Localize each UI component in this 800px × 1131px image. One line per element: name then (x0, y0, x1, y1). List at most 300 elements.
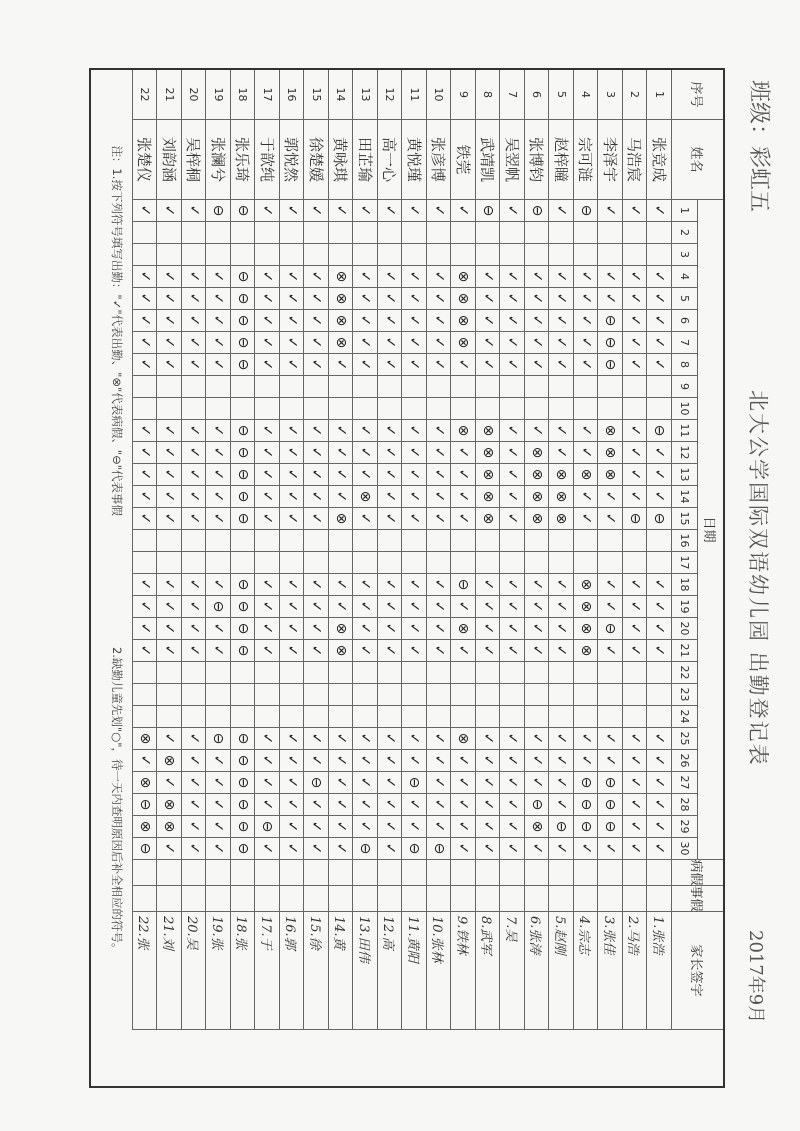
attendance-mark: ✓ (549, 794, 574, 816)
attendance-mark (279, 662, 304, 684)
attendance-mark: ✓ (181, 772, 206, 794)
attendance-mark: ✓ (279, 640, 304, 662)
attendance-mark (328, 222, 353, 244)
parent-signature: 9.铁林 (451, 912, 476, 1030)
row-number: 17 (255, 70, 280, 120)
attendance-mark: ✓ (573, 266, 598, 288)
attendance-mark: ✓ (377, 816, 402, 838)
row-number: 21 (157, 70, 182, 120)
attendance-mark (353, 662, 378, 684)
attendance-mark: ✓ (255, 354, 280, 376)
attendance-mark (206, 706, 231, 728)
attendance-mark (181, 376, 206, 398)
attendance-mark: ✓ (647, 838, 672, 860)
attendance-mark (500, 706, 525, 728)
attendance-mark: ✓ (279, 266, 304, 288)
attendance-mark: ⊖ (230, 420, 255, 442)
attendance-mark (279, 398, 304, 420)
attendance-mark: ✓ (647, 354, 672, 376)
attendance-mark: ⊖ (475, 200, 500, 222)
day-header: 30 (671, 838, 697, 860)
attendance-mark: ✓ (647, 310, 672, 332)
attendance-mark (573, 706, 598, 728)
header-date: 日期 (697, 200, 723, 860)
attendance-mark (549, 530, 574, 552)
attendance-mark: ✓ (377, 618, 402, 640)
attendance-mark: ⊖ (230, 772, 255, 794)
student-name: 吴梓桐 (181, 120, 206, 200)
header-name: 姓名 (671, 120, 723, 200)
attendance-mark: ✓ (304, 486, 329, 508)
attendance-mark: ✓ (377, 266, 402, 288)
attendance-mark (328, 530, 353, 552)
attendance-mark: ✓ (181, 464, 206, 486)
attendance-mark (353, 552, 378, 574)
attendance-mark (500, 222, 525, 244)
attendance-mark: ✓ (426, 574, 451, 596)
attendance-mark: ⊖ (230, 728, 255, 750)
attendance-mark: ✓ (255, 574, 280, 596)
attendance-mark: ✓ (475, 332, 500, 354)
attendance-mark (304, 684, 329, 706)
attendance-mark: ✓ (500, 200, 525, 222)
attendance-mark: ✓ (500, 332, 525, 354)
attendance-mark (500, 684, 525, 706)
attendance-mark: ✓ (524, 310, 549, 332)
attendance-mark: ✓ (402, 728, 427, 750)
attendance-mark: ✓ (426, 464, 451, 486)
attendance-mark: ⊗ (328, 618, 353, 640)
attendance-mark (328, 552, 353, 574)
row-number: 10 (426, 70, 451, 120)
attendance-mark: ✓ (304, 332, 329, 354)
attendance-mark (573, 530, 598, 552)
attendance-mark: ✓ (500, 288, 525, 310)
attendance-mark: ⊗ (451, 420, 476, 442)
attendance-mark: ✓ (377, 200, 402, 222)
attendance-mark: ✓ (377, 750, 402, 772)
attendance-mark: ✓ (304, 794, 329, 816)
student-name: 于歆纯 (255, 120, 280, 200)
attendance-mark (304, 244, 329, 266)
attendance-mark (206, 684, 231, 706)
attendance-mark: ✓ (181, 266, 206, 288)
attendance-mark: ✓ (647, 618, 672, 640)
attendance-mark: ✓ (402, 618, 427, 640)
attendance-mark: ✓ (524, 420, 549, 442)
attendance-mark: ✓ (426, 486, 451, 508)
attendance-mark: ✓ (475, 596, 500, 618)
attendance-mark (304, 376, 329, 398)
attendance-mark (255, 530, 280, 552)
attendance-mark: ✓ (181, 310, 206, 332)
attendance-mark: ✓ (500, 640, 525, 662)
attendance-mark (524, 684, 549, 706)
attendance-mark: ✓ (573, 838, 598, 860)
attendance-mark (132, 398, 157, 420)
attendance-mark: ✓ (206, 486, 231, 508)
attendance-mark: ⊗ (524, 486, 549, 508)
attendance-mark: ⊗ (475, 486, 500, 508)
student-name: 张竞成 (647, 120, 672, 200)
attendance-mark: ✓ (524, 288, 549, 310)
attendance-table (89, 68, 725, 1088)
attendance-mark (500, 398, 525, 420)
attendance-mark (426, 376, 451, 398)
attendance-mark: ✓ (647, 288, 672, 310)
attendance-mark: ⊖ (451, 574, 476, 596)
attendance-mark (402, 662, 427, 684)
personal-leave-count (181, 886, 206, 912)
attendance-mark: ✓ (181, 618, 206, 640)
attendance-mark: ⊗ (549, 464, 574, 486)
attendance-mark: ✓ (157, 728, 182, 750)
attendance-mark (353, 706, 378, 728)
parent-signature: 11.黄阳 (402, 912, 427, 1030)
attendance-mark: ✓ (573, 442, 598, 464)
personal-leave-count (206, 886, 231, 912)
attendance-mark: ✓ (157, 332, 182, 354)
attendance-mark: ✓ (500, 508, 525, 530)
attendance-mark (132, 552, 157, 574)
attendance-mark: ✓ (573, 332, 598, 354)
attendance-mark: ✓ (426, 772, 451, 794)
attendance-mark: ⊖ (304, 772, 329, 794)
row-number: 16 (279, 70, 304, 120)
attendance-mark: ⊗ (328, 332, 353, 354)
row-number: 9 (451, 70, 476, 120)
attendance-mark: ✓ (647, 486, 672, 508)
attendance-mark: ✓ (132, 508, 157, 530)
attendance-mark (647, 244, 672, 266)
attendance-mark: ✓ (279, 442, 304, 464)
attendance-mark: ✓ (475, 838, 500, 860)
parent-signature: 19.张 (206, 912, 231, 1030)
student-name: 黄悦瑾 (402, 120, 427, 200)
attendance-mark (328, 684, 353, 706)
attendance-mark: ✓ (328, 816, 353, 838)
attendance-mark (181, 244, 206, 266)
attendance-mark: ✓ (132, 596, 157, 618)
attendance-mark: ⊗ (451, 618, 476, 640)
attendance-mark (377, 706, 402, 728)
attendance-mark: ✓ (304, 508, 329, 530)
row-number: 1 (647, 70, 672, 120)
attendance-mark: ✓ (157, 354, 182, 376)
parent-signature: 13.田伟 (353, 912, 378, 1030)
attendance-mark: ✓ (353, 618, 378, 640)
attendance-mark (524, 244, 549, 266)
attendance-mark (132, 684, 157, 706)
attendance-mark (451, 398, 476, 420)
personal-leave-count (647, 886, 672, 912)
attendance-mark: ✓ (157, 508, 182, 530)
attendance-mark: ✓ (279, 772, 304, 794)
attendance-mark: ⊖ (230, 332, 255, 354)
attendance-mark (573, 376, 598, 398)
attendance-mark: ✓ (549, 310, 574, 332)
attendance-mark: ✓ (549, 420, 574, 442)
attendance-mark: ✓ (402, 200, 427, 222)
attendance-mark (598, 222, 623, 244)
parent-signature: 18.张 (230, 912, 255, 1030)
attendance-mark: ✓ (377, 596, 402, 618)
attendance-mark: ⊖ (230, 794, 255, 816)
attendance-mark: ✓ (206, 310, 231, 332)
attendance-mark: ⊗ (328, 640, 353, 662)
attendance-mark: ✓ (304, 200, 329, 222)
student-name: 吴翌帆 (500, 120, 525, 200)
attendance-mark: ✓ (549, 574, 574, 596)
attendance-mark (181, 706, 206, 728)
student-name: 徐楚媛 (304, 120, 329, 200)
attendance-mark: ✓ (157, 464, 182, 486)
attendance-mark: ✓ (132, 200, 157, 222)
attendance-mark (304, 398, 329, 420)
attendance-mark: ⊖ (206, 728, 231, 750)
attendance-mark: ✓ (524, 332, 549, 354)
attendance-mark: ✓ (377, 794, 402, 816)
attendance-mark: ✓ (255, 200, 280, 222)
attendance-mark: ✓ (377, 288, 402, 310)
attendance-mark (500, 530, 525, 552)
attendance-mark: ✓ (500, 442, 525, 464)
attendance-mark: ✓ (451, 442, 476, 464)
attendance-mark: ✓ (475, 640, 500, 662)
attendance-mark: ✓ (304, 838, 329, 860)
attendance-mark: ✓ (402, 266, 427, 288)
attendance-mark: ✓ (353, 640, 378, 662)
attendance-mark: ✓ (279, 200, 304, 222)
attendance-mark (451, 706, 476, 728)
attendance-mark (647, 706, 672, 728)
attendance-mark: ✓ (279, 596, 304, 618)
attendance-mark: ✓ (426, 750, 451, 772)
day-header: 3 (671, 244, 697, 266)
attendance-mark (132, 244, 157, 266)
attendance-mark: ✓ (500, 354, 525, 376)
attendance-mark: ✓ (402, 486, 427, 508)
attendance-mark (255, 376, 280, 398)
attendance-mark: ✓ (181, 288, 206, 310)
attendance-mark: ⊖ (647, 508, 672, 530)
attendance-mark: ⊗ (451, 266, 476, 288)
attendance-mark (157, 244, 182, 266)
attendance-mark (279, 244, 304, 266)
attendance-mark: ⊗ (524, 464, 549, 486)
sick-leave-count (304, 860, 329, 886)
attendance-mark: ✓ (549, 838, 574, 860)
student-name: 宗可涟 (573, 120, 598, 200)
attendance-mark (181, 684, 206, 706)
attendance-mark: ✓ (353, 442, 378, 464)
attendance-mark (598, 684, 623, 706)
attendance-mark: ✓ (206, 574, 231, 596)
attendance-mark: ⊖ (622, 508, 647, 530)
attendance-mark (426, 222, 451, 244)
parent-signature: 12.高 (377, 912, 402, 1030)
attendance-mark: ✓ (451, 750, 476, 772)
header-seq: 序号 (671, 70, 723, 120)
attendance-mark: ✓ (206, 750, 231, 772)
attendance-mark (230, 552, 255, 574)
attendance-mark (279, 530, 304, 552)
personal-leave-count (549, 886, 574, 912)
attendance-mark: ✓ (598, 750, 623, 772)
attendance-mark (132, 376, 157, 398)
attendance-mark (426, 684, 451, 706)
attendance-mark: ✓ (622, 728, 647, 750)
attendance-mark: ✓ (451, 464, 476, 486)
attendance-mark (500, 376, 525, 398)
attendance-mark: ✓ (622, 354, 647, 376)
attendance-mark: ✓ (475, 618, 500, 640)
attendance-mark (622, 552, 647, 574)
attendance-mark: ✓ (304, 728, 329, 750)
attendance-mark: ✓ (328, 486, 353, 508)
attendance-mark: ✓ (622, 442, 647, 464)
attendance-mark (206, 222, 231, 244)
attendance-mark: ⊗ (475, 420, 500, 442)
attendance-mark: ✓ (377, 728, 402, 750)
attendance-mark: ✓ (328, 596, 353, 618)
attendance-mark: ✓ (181, 486, 206, 508)
attendance-mark (157, 706, 182, 728)
attendance-mark: ✓ (647, 772, 672, 794)
attendance-mark: ✓ (598, 486, 623, 508)
attendance-mark: ✓ (377, 838, 402, 860)
attendance-mark: ✓ (622, 266, 647, 288)
attendance-mark (157, 222, 182, 244)
attendance-mark: ⊖ (573, 772, 598, 794)
attendance-mark: ✓ (304, 618, 329, 640)
day-header: 26 (671, 750, 697, 772)
parent-signature: 7.吴 (500, 912, 525, 1030)
parent-signature: 14.黄 (328, 912, 353, 1030)
attendance-mark: ✓ (402, 442, 427, 464)
attendance-mark (230, 662, 255, 684)
attendance-mark: ✓ (451, 596, 476, 618)
attendance-mark (500, 244, 525, 266)
attendance-mark: ✓ (622, 794, 647, 816)
attendance-mark: ✓ (451, 200, 476, 222)
attendance-mark: ⊗ (157, 750, 182, 772)
personal-leave-count (304, 886, 329, 912)
attendance-mark (157, 552, 182, 574)
row-number: 22 (132, 70, 157, 120)
attendance-mark: ✓ (328, 750, 353, 772)
student-name: 郭悦然 (279, 120, 304, 200)
attendance-mark (230, 222, 255, 244)
attendance-mark: ✓ (426, 442, 451, 464)
attendance-mark: ⊖ (230, 310, 255, 332)
attendance-mark: ✓ (353, 288, 378, 310)
attendance-mark: ✓ (255, 310, 280, 332)
attendance-mark: ✓ (500, 596, 525, 618)
attendance-mark: ✓ (402, 596, 427, 618)
sick-leave-count (279, 860, 304, 886)
attendance-mark: ✓ (279, 750, 304, 772)
attendance-mark: ⊖ (573, 200, 598, 222)
attendance-mark: ✓ (255, 750, 280, 772)
attendance-mark (304, 662, 329, 684)
attendance-mark: ✓ (157, 772, 182, 794)
attendance-mark: ✓ (206, 442, 231, 464)
attendance-mark (402, 552, 427, 574)
attendance-mark (206, 552, 231, 574)
attendance-mark (573, 398, 598, 420)
attendance-mark: ✓ (475, 750, 500, 772)
attendance-mark (451, 530, 476, 552)
attendance-mark: ⊖ (598, 772, 623, 794)
attendance-mark: ✓ (549, 442, 574, 464)
personal-leave-count (622, 886, 647, 912)
attendance-mark (426, 530, 451, 552)
attendance-mark: ✓ (206, 794, 231, 816)
attendance-mark: ✓ (451, 772, 476, 794)
attendance-mark: ✓ (255, 640, 280, 662)
attendance-mark: ✓ (132, 442, 157, 464)
attendance-mark: ⊗ (598, 464, 623, 486)
attendance-mark (451, 222, 476, 244)
day-header: 19 (671, 596, 697, 618)
sheet-title: 北大公学国际双语幼儿园 出勤登记表 (746, 390, 770, 767)
row-number: 14 (328, 70, 353, 120)
attendance-mark (206, 530, 231, 552)
attendance-mark: ✓ (402, 332, 427, 354)
attendance-mark (230, 684, 255, 706)
attendance-mark: ✓ (402, 464, 427, 486)
attendance-mark: ✓ (181, 508, 206, 530)
row-number: 2 (622, 70, 647, 120)
student-name: 高一心 (377, 120, 402, 200)
attendance-mark: ⊖ (647, 420, 672, 442)
attendance-mark: ⊗ (573, 596, 598, 618)
attendance-mark (475, 530, 500, 552)
sick-leave-count (255, 860, 280, 886)
attendance-mark: ✓ (353, 772, 378, 794)
attendance-mark: ⊖ (230, 486, 255, 508)
attendance-mark (524, 706, 549, 728)
student-name: 铁莞 (451, 120, 476, 200)
attendance-mark: ✓ (206, 420, 231, 442)
attendance-mark: ✓ (622, 486, 647, 508)
attendance-mark (573, 684, 598, 706)
attendance-mark: ✓ (304, 596, 329, 618)
attendance-mark: ✓ (279, 728, 304, 750)
attendance-mark: ✓ (255, 464, 280, 486)
attendance-mark: ✓ (206, 772, 231, 794)
attendance-mark: ✓ (304, 750, 329, 772)
attendance-mark: ⊗ (524, 508, 549, 530)
attendance-mark: ✓ (622, 816, 647, 838)
class-label: 班级：彩虹五 (746, 80, 771, 213)
attendance-mark: ✓ (206, 640, 231, 662)
attendance-mark: ⊖ (132, 838, 157, 860)
attendance-mark (598, 398, 623, 420)
attendance-mark (255, 662, 280, 684)
attendance-mark (475, 706, 500, 728)
attendance-mark: ✓ (181, 420, 206, 442)
attendance-mark: ⊗ (132, 728, 157, 750)
attendance-mark: ✓ (426, 310, 451, 332)
day-header: 23 (671, 684, 697, 706)
attendance-mark: ✓ (181, 750, 206, 772)
attendance-mark: ✓ (622, 750, 647, 772)
attendance-mark: ✓ (328, 728, 353, 750)
attendance-mark (549, 684, 574, 706)
attendance-mark (475, 662, 500, 684)
